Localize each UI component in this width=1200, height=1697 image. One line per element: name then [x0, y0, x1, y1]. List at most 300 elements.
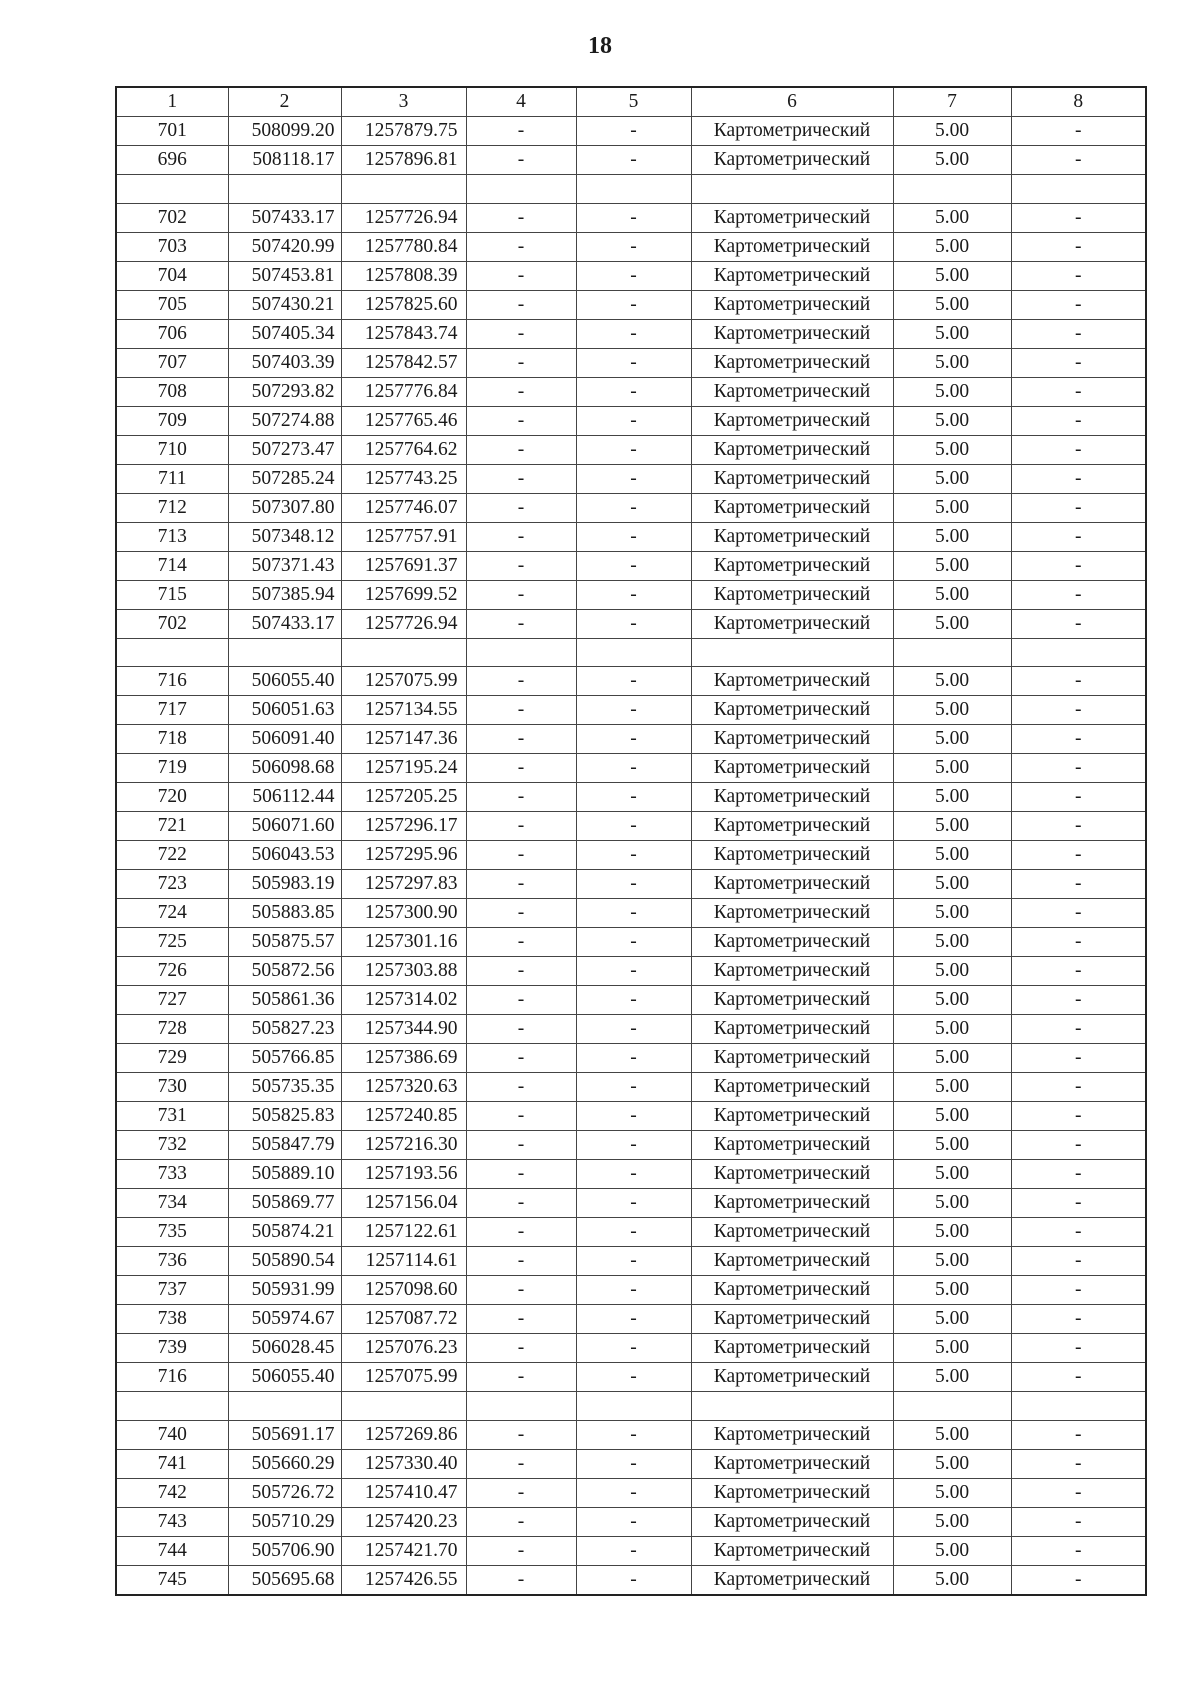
cell-point-number: 716 — [116, 667, 228, 696]
cell-accuracy: 5.00 — [893, 464, 1011, 493]
cell-accuracy: 5.00 — [893, 551, 1011, 580]
cell-y-coordinate: 1257808.39 — [341, 261, 466, 290]
table-row — [116, 175, 1146, 204]
cell-point-number: 716 — [116, 1363, 228, 1392]
cell-y-coordinate: 1257743.25 — [341, 464, 466, 493]
cell-point-number: 703 — [116, 232, 228, 261]
cell-point-number: 702 — [116, 203, 228, 232]
table-body — [116, 117, 1146, 1595]
cell-y-coordinate: 1257386.69 — [341, 1044, 466, 1073]
cell-point-number: 735 — [116, 1218, 228, 1247]
cell-y-coordinate: 1257300.90 — [341, 899, 466, 928]
cell-col-5-value: - — [576, 667, 691, 696]
table-row — [116, 1478, 1146, 1507]
cell-col-4-value: - — [466, 1334, 576, 1363]
column-header-5: 5 — [576, 87, 691, 117]
cell-col-8-value: - — [1011, 1102, 1146, 1131]
column-header-1: 1 — [116, 87, 228, 117]
cell-col-4-value: - — [466, 725, 576, 754]
cell-accuracy: 5.00 — [893, 1247, 1011, 1276]
cell-col-8-value: - — [1011, 464, 1146, 493]
cell-col-4-value — [466, 1392, 576, 1421]
table-row — [116, 1189, 1146, 1218]
cell-col-5-value: - — [576, 290, 691, 319]
cell-y-coordinate: 1257295.96 — [341, 841, 466, 870]
cell-col-4-value: - — [466, 928, 576, 957]
cell-method: Картометрический — [691, 232, 893, 261]
cell-col-8-value: - — [1011, 1160, 1146, 1189]
cell-col-8-value: - — [1011, 754, 1146, 783]
cell-col-5-value: - — [576, 841, 691, 870]
cell-col-8-value: - — [1011, 1507, 1146, 1536]
cell-col-4-value: - — [466, 696, 576, 725]
cell-col-8-value: - — [1011, 1363, 1146, 1392]
cell-method — [691, 1392, 893, 1421]
table-row — [116, 1247, 1146, 1276]
cell-col-8-value: - — [1011, 1334, 1146, 1363]
cell-accuracy: 5.00 — [893, 1536, 1011, 1565]
table-row — [116, 406, 1146, 435]
cell-accuracy: 5.00 — [893, 232, 1011, 261]
cell-col-8-value: - — [1011, 1449, 1146, 1478]
table-row — [116, 203, 1146, 232]
cell-x-coordinate: 505766.85 — [228, 1044, 341, 1073]
cell-method: Картометрический — [691, 203, 893, 232]
cell-method: Картометрический — [691, 957, 893, 986]
cell-col-4-value: - — [466, 812, 576, 841]
cell-col-8-value: - — [1011, 1478, 1146, 1507]
cell-col-5-value: - — [576, 1073, 691, 1102]
cell-col-4-value: - — [466, 203, 576, 232]
column-header-3: 3 — [341, 87, 466, 117]
cell-col-5-value: - — [576, 348, 691, 377]
cell-col-4-value — [466, 638, 576, 667]
cell-col-5-value: - — [576, 551, 691, 580]
cell-method: Картометрический — [691, 1189, 893, 1218]
table-row — [116, 1131, 1146, 1160]
cell-y-coordinate: 1257726.94 — [341, 203, 466, 232]
cell-col-4-value: - — [466, 1131, 576, 1160]
cell-x-coordinate: 507274.88 — [228, 406, 341, 435]
cell-col-4-value: - — [466, 290, 576, 319]
cell-accuracy: 5.00 — [893, 493, 1011, 522]
table-row — [116, 464, 1146, 493]
cell-col-5-value: - — [576, 957, 691, 986]
cell-y-coordinate: 1257896.81 — [341, 146, 466, 175]
cell-point-number: 708 — [116, 377, 228, 406]
cell-col-8-value: - — [1011, 232, 1146, 261]
column-header-8: 8 — [1011, 87, 1146, 117]
cell-point-number: 724 — [116, 899, 228, 928]
cell-x-coordinate: 505974.67 — [228, 1305, 341, 1334]
cell-method: Картометрический — [691, 754, 893, 783]
cell-x-coordinate: 505825.83 — [228, 1102, 341, 1131]
cell-x-coordinate: 506112.44 — [228, 783, 341, 812]
cell-col-5-value: - — [576, 986, 691, 1015]
cell-col-8-value: - — [1011, 348, 1146, 377]
cell-col-5-value: - — [576, 464, 691, 493]
cell-y-coordinate: 1257240.85 — [341, 1102, 466, 1131]
cell-point-number: 721 — [116, 812, 228, 841]
table-row — [116, 1565, 1146, 1595]
cell-col-8-value: - — [1011, 609, 1146, 638]
cell-col-8-value: - — [1011, 377, 1146, 406]
cell-point-number: 741 — [116, 1449, 228, 1478]
table-row — [116, 928, 1146, 957]
cell-col-8-value: - — [1011, 1247, 1146, 1276]
cell-col-4-value: - — [466, 1276, 576, 1305]
cell-method: Картометрический — [691, 290, 893, 319]
cell-accuracy — [893, 175, 1011, 204]
cell-col-4-value: - — [466, 1015, 576, 1044]
cell-x-coordinate: 506028.45 — [228, 1334, 341, 1363]
cell-y-coordinate: 1257825.60 — [341, 290, 466, 319]
cell-point-number — [116, 638, 228, 667]
cell-accuracy: 5.00 — [893, 812, 1011, 841]
cell-col-8-value: - — [1011, 406, 1146, 435]
cell-col-5-value: - — [576, 232, 691, 261]
cell-y-coordinate: 1257421.70 — [341, 1536, 466, 1565]
cell-accuracy: 5.00 — [893, 1218, 1011, 1247]
coordinates-table — [115, 86, 1147, 1596]
table-row — [116, 1363, 1146, 1392]
cell-method: Картометрический — [691, 1102, 893, 1131]
cell-accuracy — [893, 638, 1011, 667]
cell-x-coordinate: 507433.17 — [228, 609, 341, 638]
cell-col-5-value: - — [576, 1420, 691, 1449]
cell-col-4-value: - — [466, 841, 576, 870]
cell-method: Картометрический — [691, 1218, 893, 1247]
cell-col-5-value: - — [576, 1305, 691, 1334]
cell-method: Картометрический — [691, 1363, 893, 1392]
cell-y-coordinate: 1257301.16 — [341, 928, 466, 957]
cell-col-5-value — [576, 638, 691, 667]
cell-accuracy: 5.00 — [893, 870, 1011, 899]
cell-point-number: 742 — [116, 1478, 228, 1507]
table-row — [116, 319, 1146, 348]
cell-col-8-value: - — [1011, 1131, 1146, 1160]
cell-x-coordinate: 507285.24 — [228, 464, 341, 493]
cell-x-coordinate: 506051.63 — [228, 696, 341, 725]
cell-col-4-value: - — [466, 319, 576, 348]
cell-y-coordinate: 1257780.84 — [341, 232, 466, 261]
cell-x-coordinate: 508099.20 — [228, 117, 341, 146]
cell-method: Картометрический — [691, 928, 893, 957]
cell-x-coordinate: 505706.90 — [228, 1536, 341, 1565]
cell-accuracy: 5.00 — [893, 580, 1011, 609]
cell-point-number: 696 — [116, 146, 228, 175]
cell-col-4-value: - — [466, 348, 576, 377]
cell-method: Картометрический — [691, 580, 893, 609]
table-row — [116, 1392, 1146, 1421]
cell-accuracy: 5.00 — [893, 1334, 1011, 1363]
cell-point-number: 736 — [116, 1247, 228, 1276]
cell-point-number: 707 — [116, 348, 228, 377]
cell-x-coordinate: 507433.17 — [228, 203, 341, 232]
cell-accuracy: 5.00 — [893, 1131, 1011, 1160]
cell-col-4-value: - — [466, 609, 576, 638]
cell-col-4-value: - — [466, 899, 576, 928]
cell-col-8-value: - — [1011, 261, 1146, 290]
table-row — [116, 986, 1146, 1015]
cell-col-8-value: - — [1011, 1536, 1146, 1565]
cell-col-4-value: - — [466, 1565, 576, 1595]
cell-accuracy: 5.00 — [893, 435, 1011, 464]
cell-col-4-value: - — [466, 1507, 576, 1536]
table-row — [116, 377, 1146, 406]
cell-point-number — [116, 175, 228, 204]
cell-x-coordinate: 507453.81 — [228, 261, 341, 290]
cell-x-coordinate: 507403.39 — [228, 348, 341, 377]
cell-x-coordinate: 506091.40 — [228, 725, 341, 754]
cell-method: Картометрический — [691, 986, 893, 1015]
cell-y-coordinate: 1257320.63 — [341, 1073, 466, 1102]
cell-col-4-value: - — [466, 261, 576, 290]
cell-col-4-value: - — [466, 986, 576, 1015]
cell-col-4-value: - — [466, 1160, 576, 1189]
cell-y-coordinate: 1257843.74 — [341, 319, 466, 348]
cell-x-coordinate: 507385.94 — [228, 580, 341, 609]
cell-col-5-value: - — [576, 696, 691, 725]
page-number: 18 — [588, 33, 612, 59]
cell-point-number: 713 — [116, 522, 228, 551]
cell-y-coordinate: 1257842.57 — [341, 348, 466, 377]
cell-point-number: 725 — [116, 928, 228, 957]
cell-col-8-value — [1011, 175, 1146, 204]
table-row — [116, 1102, 1146, 1131]
cell-col-5-value: - — [576, 1363, 691, 1392]
cell-accuracy: 5.00 — [893, 1189, 1011, 1218]
table-row — [116, 290, 1146, 319]
column-header-2: 2 — [228, 87, 341, 117]
cell-col-8-value: - — [1011, 580, 1146, 609]
cell-col-4-value: - — [466, 957, 576, 986]
cell-point-number: 709 — [116, 406, 228, 435]
cell-x-coordinate: 507273.47 — [228, 435, 341, 464]
cell-col-5-value: - — [576, 117, 691, 146]
cell-col-4-value: - — [466, 435, 576, 464]
cell-accuracy: 5.00 — [893, 725, 1011, 754]
cell-col-5-value: - — [576, 783, 691, 812]
cell-accuracy: 5.00 — [893, 754, 1011, 783]
cell-col-8-value: - — [1011, 1420, 1146, 1449]
cell-x-coordinate: 505695.68 — [228, 1565, 341, 1595]
cell-accuracy: 5.00 — [893, 783, 1011, 812]
cell-y-coordinate: 1257193.56 — [341, 1160, 466, 1189]
table-row — [116, 957, 1146, 986]
cell-y-coordinate: 1257314.02 — [341, 986, 466, 1015]
cell-y-coordinate: 1257076.23 — [341, 1334, 466, 1363]
cell-col-4-value: - — [466, 667, 576, 696]
cell-accuracy: 5.00 — [893, 348, 1011, 377]
cell-col-5-value — [576, 175, 691, 204]
cell-method: Картометрический — [691, 870, 893, 899]
cell-point-number: 702 — [116, 609, 228, 638]
cell-x-coordinate — [228, 175, 341, 204]
cell-col-4-value: - — [466, 146, 576, 175]
cell-accuracy: 5.00 — [893, 899, 1011, 928]
cell-col-5-value: - — [576, 870, 691, 899]
cell-col-8-value: - — [1011, 870, 1146, 899]
cell-method: Картометрический — [691, 609, 893, 638]
cell-accuracy: 5.00 — [893, 406, 1011, 435]
cell-accuracy: 5.00 — [893, 1565, 1011, 1595]
cell-method: Картометрический — [691, 117, 893, 146]
cell-col-5-value: - — [576, 203, 691, 232]
cell-col-5-value: - — [576, 1247, 691, 1276]
cell-col-8-value: - — [1011, 667, 1146, 696]
cell-method: Картометрический — [691, 522, 893, 551]
cell-y-coordinate: 1257726.94 — [341, 609, 466, 638]
cell-method: Картометрический — [691, 464, 893, 493]
table-row — [116, 1073, 1146, 1102]
cell-col-8-value: - — [1011, 841, 1146, 870]
cell-y-coordinate: 1257746.07 — [341, 493, 466, 522]
cell-x-coordinate: 506055.40 — [228, 667, 341, 696]
cell-y-coordinate: 1257297.83 — [341, 870, 466, 899]
table-row — [116, 783, 1146, 812]
cell-method: Картометрический — [691, 261, 893, 290]
cell-point-number: 714 — [116, 551, 228, 580]
cell-accuracy: 5.00 — [893, 1305, 1011, 1334]
table-row — [116, 1507, 1146, 1536]
cell-method: Картометрический — [691, 841, 893, 870]
cell-col-8-value: - — [1011, 290, 1146, 319]
cell-x-coordinate: 506098.68 — [228, 754, 341, 783]
cell-y-coordinate: 1257296.17 — [341, 812, 466, 841]
table-row — [116, 522, 1146, 551]
cell-y-coordinate: 1257098.60 — [341, 1276, 466, 1305]
cell-col-5-value: - — [576, 1160, 691, 1189]
column-header-4: 4 — [466, 87, 576, 117]
table-row — [116, 1449, 1146, 1478]
cell-x-coordinate: 505889.10 — [228, 1160, 341, 1189]
table-row — [116, 348, 1146, 377]
cell-col-5-value: - — [576, 146, 691, 175]
cell-point-number: 734 — [116, 1189, 228, 1218]
cell-y-coordinate: 1257330.40 — [341, 1449, 466, 1478]
table-row — [116, 1160, 1146, 1189]
cell-col-8-value: - — [1011, 1189, 1146, 1218]
column-header-7: 7 — [893, 87, 1011, 117]
cell-col-5-value: - — [576, 377, 691, 406]
cell-method: Картометрический — [691, 1073, 893, 1102]
cell-point-number: 723 — [116, 870, 228, 899]
cell-point-number: 720 — [116, 783, 228, 812]
table-row — [116, 1218, 1146, 1247]
cell-accuracy: 5.00 — [893, 1015, 1011, 1044]
table-row — [116, 551, 1146, 580]
cell-accuracy: 5.00 — [893, 1102, 1011, 1131]
cell-col-4-value: - — [466, 1449, 576, 1478]
cell-method: Картометрический — [691, 348, 893, 377]
cell-col-4-value: - — [466, 493, 576, 522]
cell-col-4-value: - — [466, 783, 576, 812]
cell-method: Картометрический — [691, 667, 893, 696]
cell-y-coordinate — [341, 175, 466, 204]
cell-col-8-value: - — [1011, 1565, 1146, 1595]
cell-x-coordinate: 505874.21 — [228, 1218, 341, 1247]
cell-x-coordinate: 505735.35 — [228, 1073, 341, 1102]
cell-accuracy: 5.00 — [893, 1420, 1011, 1449]
cell-col-4-value: - — [466, 1305, 576, 1334]
cell-point-number: 740 — [116, 1420, 228, 1449]
cell-col-4-value: - — [466, 464, 576, 493]
cell-col-8-value: - — [1011, 986, 1146, 1015]
cell-col-4-value: - — [466, 232, 576, 261]
cell-col-5-value: - — [576, 1565, 691, 1595]
cell-method: Картометрический — [691, 435, 893, 464]
cell-x-coordinate: 506043.53 — [228, 841, 341, 870]
cell-point-number: 704 — [116, 261, 228, 290]
cell-method: Картометрический — [691, 1334, 893, 1363]
cell-x-coordinate: 506071.60 — [228, 812, 341, 841]
column-header-6: 6 — [691, 87, 893, 117]
cell-y-coordinate: 1257879.75 — [341, 117, 466, 146]
cell-method: Картометрический — [691, 1565, 893, 1595]
cell-col-8-value: - — [1011, 1073, 1146, 1102]
cell-y-coordinate: 1257420.23 — [341, 1507, 466, 1536]
cell-x-coordinate: 506055.40 — [228, 1363, 341, 1392]
cell-col-4-value — [466, 175, 576, 204]
cell-point-number: 715 — [116, 580, 228, 609]
cell-col-4-value: - — [466, 1420, 576, 1449]
table-row — [116, 1276, 1146, 1305]
cell-col-4-value: - — [466, 870, 576, 899]
cell-col-5-value: - — [576, 1131, 691, 1160]
cell-method: Картометрический — [691, 1276, 893, 1305]
cell-accuracy: 5.00 — [893, 377, 1011, 406]
cell-y-coordinate: 1257147.36 — [341, 725, 466, 754]
cell-method: Картометрический — [691, 812, 893, 841]
cell-x-coordinate: 507430.21 — [228, 290, 341, 319]
cell-col-8-value: - — [1011, 493, 1146, 522]
table-row — [116, 580, 1146, 609]
cell-accuracy: 5.00 — [893, 1073, 1011, 1102]
table-row — [116, 1305, 1146, 1334]
table-row — [116, 638, 1146, 667]
cell-col-5-value: - — [576, 1334, 691, 1363]
cell-point-number: 728 — [116, 1015, 228, 1044]
cell-point-number: 732 — [116, 1131, 228, 1160]
table-row — [116, 1334, 1146, 1363]
cell-accuracy: 5.00 — [893, 696, 1011, 725]
cell-method: Картометрический — [691, 1507, 893, 1536]
cell-point-number: 730 — [116, 1073, 228, 1102]
cell-method: Картометрический — [691, 1247, 893, 1276]
cell-col-8-value: - — [1011, 117, 1146, 146]
table-row — [116, 493, 1146, 522]
cell-col-5-value: - — [576, 580, 691, 609]
cell-col-4-value: - — [466, 1363, 576, 1392]
cell-point-number: 701 — [116, 117, 228, 146]
cell-col-4-value: - — [466, 1073, 576, 1102]
cell-col-5-value: - — [576, 754, 691, 783]
cell-method: Картометрический — [691, 1044, 893, 1073]
cell-point-number: 731 — [116, 1102, 228, 1131]
cell-x-coordinate: 505872.56 — [228, 957, 341, 986]
table-row — [116, 232, 1146, 261]
table-row — [116, 754, 1146, 783]
cell-point-number: 710 — [116, 435, 228, 464]
cell-y-coordinate: 1257691.37 — [341, 551, 466, 580]
cell-x-coordinate: 505869.77 — [228, 1189, 341, 1218]
cell-col-5-value: - — [576, 899, 691, 928]
cell-col-4-value: - — [466, 1536, 576, 1565]
cell-col-4-value: - — [466, 1044, 576, 1073]
cell-method: Картометрический — [691, 146, 893, 175]
cell-accuracy: 5.00 — [893, 1044, 1011, 1073]
